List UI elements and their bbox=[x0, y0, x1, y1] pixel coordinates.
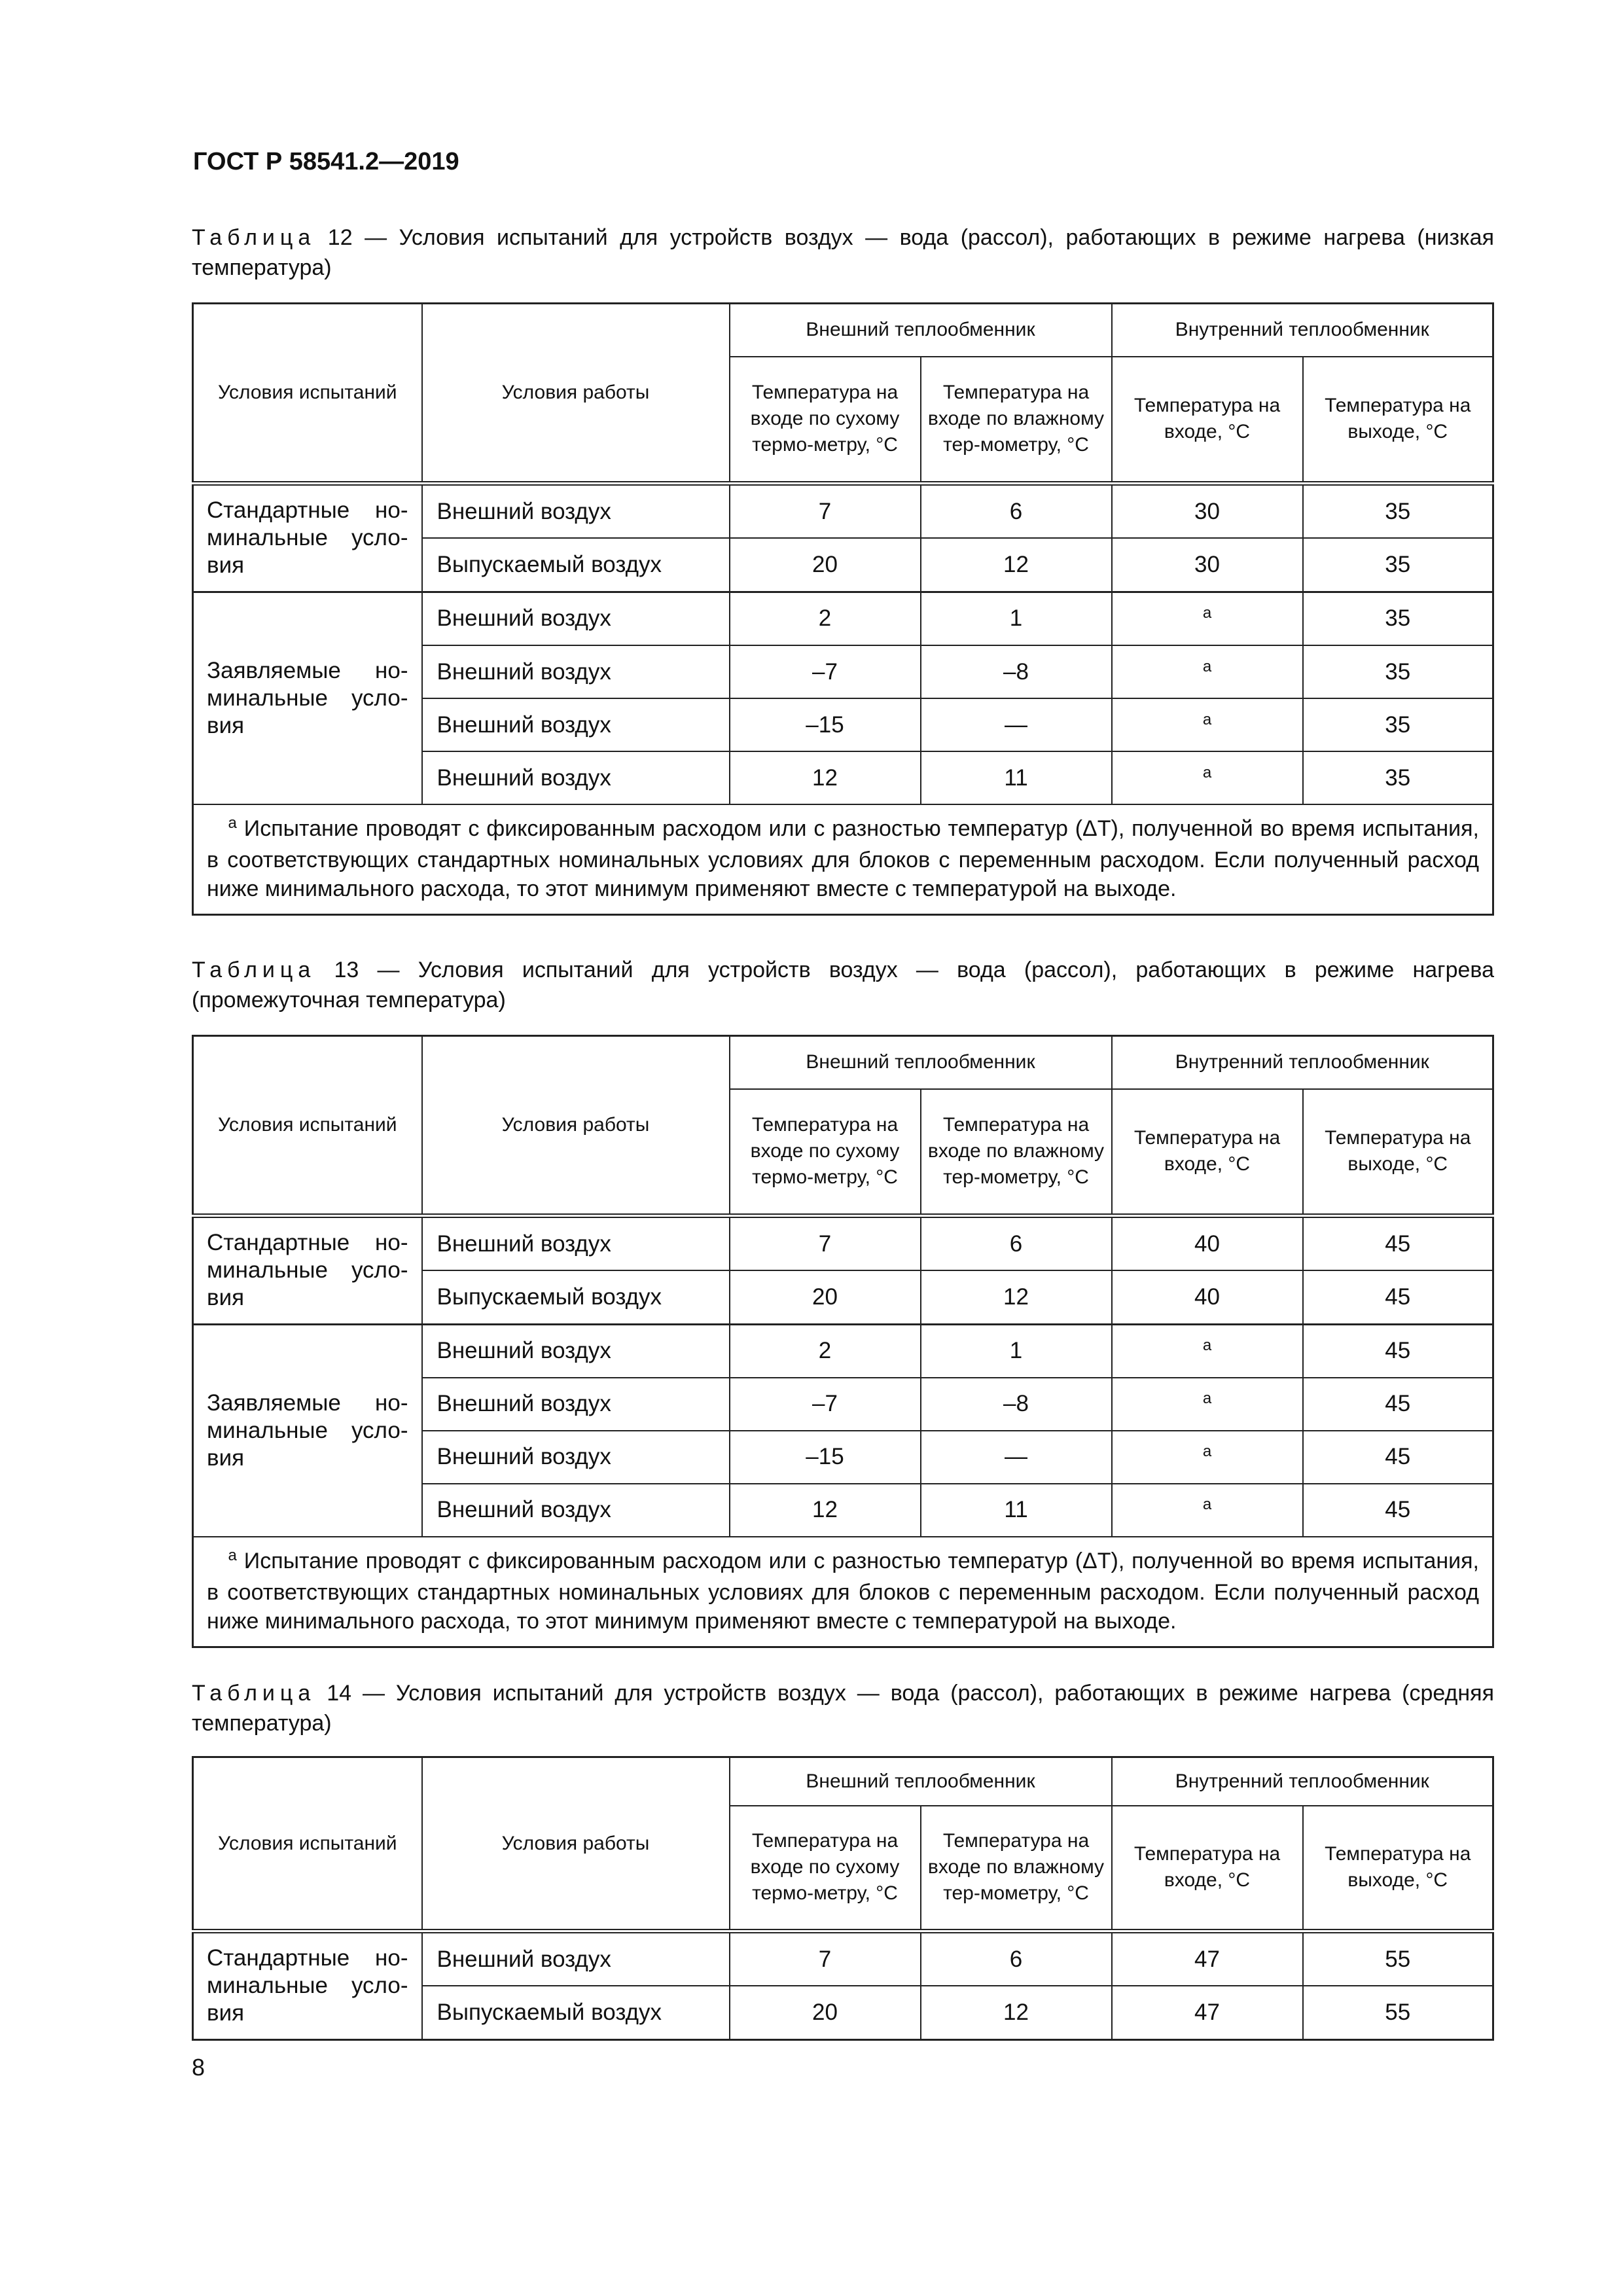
table-13-footnote bbox=[193, 1537, 1493, 1647]
inner-hx-header: Внутренний теплообменник bbox=[1112, 1036, 1493, 1089]
outer-hx-header: Внешний теплообменник bbox=[730, 1757, 1112, 1806]
footnote-ref: a bbox=[1202, 1496, 1212, 1513]
cell: 45 bbox=[1303, 1270, 1493, 1324]
declared-conditions-label: Заявляемые но-минальные усло-вия bbox=[193, 592, 422, 804]
cell: 6 bbox=[921, 1216, 1112, 1271]
outer-hx-header: Внешний теплообменник bbox=[730, 1036, 1112, 1089]
cell: –15 bbox=[730, 698, 921, 751]
cell: 11 bbox=[921, 1484, 1112, 1537]
standard-conditions-label: Стандартные но-минальные усло-вия bbox=[193, 1931, 422, 2040]
col-work-header: Условия работы bbox=[422, 1757, 730, 1931]
footnote-ref: a bbox=[1202, 1336, 1212, 1354]
dry-bulb-header: Температура на входе по сухому термо-метру, °C bbox=[730, 357, 921, 484]
col-conditions-header: Условия испытаний bbox=[193, 304, 422, 484]
inner-hx-header: Внутренний теплообменник bbox=[1112, 304, 1493, 357]
cell: 30 bbox=[1112, 538, 1303, 592]
dry-bulb-header: Температура на входе по сухому термо-метру, °C bbox=[730, 1806, 921, 1931]
cell: 20 bbox=[730, 1986, 921, 2039]
standard-conditions-label: Стандартные но-минальные усло-вия bbox=[193, 484, 422, 592]
footnote-text: Испытание проводят с фиксированным расходом или с разностью температур (ΔT), полученной во время испытания, в соответствующих стандартных номинальных условиях для блоков с переменным расходом. Если полученный расход ниже минимального расхода, то этот минимум применяют вместе с температурой на выходе. bbox=[207, 816, 1480, 901]
wet-bulb-header: Температура на входе по влажному тер-мометру, °C bbox=[921, 357, 1112, 484]
cell: 12 bbox=[730, 1484, 921, 1537]
cell: 12 bbox=[921, 538, 1112, 592]
col-work-header: Условия работы bbox=[422, 1036, 730, 1216]
cell: 47 bbox=[1112, 1931, 1303, 1986]
row-label: Выпускаемый воздух bbox=[422, 1986, 730, 2039]
footnote-text: Испытание проводят с фиксированным расходом или с разностью температур (ΔT), полученной во время испытания, в соответствующих стандартных номинальных условиях для блоков с переменным расходом. Если полученный расход ниже минимального расхода, то этот минимум применяют вместе с температурой на выходе. bbox=[207, 1548, 1480, 1634]
cell: 35 bbox=[1303, 751, 1493, 804]
declared-conditions-label: Заявляемые но-минальные усло-вия bbox=[193, 1324, 422, 1537]
cell: 1 bbox=[921, 1324, 1112, 1378]
table-word: Таблица bbox=[192, 225, 316, 250]
cell: 45 bbox=[1303, 1431, 1493, 1484]
footnote-ref: a bbox=[1202, 763, 1212, 781]
cell: 35 bbox=[1303, 538, 1493, 592]
wet-bulb-header: Температура на входе по влажному тер-мометру, °C bbox=[921, 1806, 1112, 1931]
row-label: Выпускаемый воздух bbox=[422, 1270, 730, 1324]
cell: –8 bbox=[921, 1378, 1112, 1431]
cell: 7 bbox=[730, 1931, 921, 1986]
cell: 47 bbox=[1112, 1986, 1303, 2039]
table-14 bbox=[192, 1756, 1494, 2041]
outlet-header: Температура на выходе, °C bbox=[1303, 1806, 1493, 1931]
cell: –7 bbox=[730, 1378, 921, 1431]
table-12-footnote bbox=[193, 804, 1493, 915]
col-conditions-header: Условия испытаний bbox=[193, 1757, 422, 1931]
row-label: Выпускаемый воздух bbox=[422, 538, 730, 592]
cell: 2 bbox=[730, 592, 921, 645]
row-label: Внешний воздух bbox=[422, 1216, 730, 1271]
cell: 35 bbox=[1303, 592, 1493, 645]
document-header: ГОСТ Р 58541.2—2019 bbox=[193, 148, 459, 175]
table-word: Таблица bbox=[192, 1681, 316, 1706]
footnote-mark: a bbox=[228, 814, 237, 832]
outlet-header: Температура на выходе, °C bbox=[1303, 1089, 1493, 1216]
cell: 55 bbox=[1303, 1931, 1493, 1986]
inlet-header: Температура на входе, °C bbox=[1112, 357, 1303, 484]
cell: — bbox=[921, 1431, 1112, 1484]
cell: 45 bbox=[1303, 1216, 1493, 1271]
row-label: Внешний воздух bbox=[422, 1484, 730, 1537]
cell: — bbox=[921, 698, 1112, 751]
table-12-title: 12 — Условия испытаний для устройств воздух — вода (рассол), работающих в режиме нагрева (низкая температура) bbox=[192, 225, 1495, 280]
cell: 20 bbox=[730, 1270, 921, 1324]
footnote-ref: a bbox=[1202, 604, 1212, 622]
row-label: Внешний воздух bbox=[422, 1324, 730, 1378]
cell: 7 bbox=[730, 484, 921, 539]
row-label: Внешний воздух bbox=[422, 751, 730, 804]
cell bbox=[1112, 592, 1303, 645]
cell: 45 bbox=[1303, 1484, 1493, 1537]
footnote-mark: a bbox=[228, 1546, 237, 1564]
footnote-ref: a bbox=[1202, 1390, 1212, 1407]
table-14-title: 14 — Условия испытаний для устройств воздух — вода (рассол), работающих в режиме нагрева (средняя температура) bbox=[192, 1681, 1494, 1736]
table-word: Таблица bbox=[192, 958, 316, 982]
cell: 1 bbox=[921, 592, 1112, 645]
inner-hx-header: Внутренний теплообменник bbox=[1112, 1757, 1493, 1806]
row-label: Внешний воздух bbox=[422, 592, 730, 645]
cell: 35 bbox=[1303, 645, 1493, 698]
row-label: Внешний воздух bbox=[422, 1378, 730, 1431]
dry-bulb-header: Температура на входе по сухому термо-метру, °C bbox=[730, 1089, 921, 1216]
footnote-ref: a bbox=[1202, 1443, 1212, 1460]
cell bbox=[1112, 1324, 1303, 1378]
cell bbox=[1112, 1431, 1303, 1484]
table-12 bbox=[192, 302, 1494, 916]
cell: 12 bbox=[921, 1986, 1112, 2039]
standard-conditions-label: Стандартные но-минальные усло-вия bbox=[193, 1216, 422, 1325]
page-number: 8 bbox=[192, 2054, 205, 2081]
row-label: Внешний воздух bbox=[422, 1931, 730, 1986]
cell bbox=[1112, 751, 1303, 804]
row-label: Внешний воздух bbox=[422, 698, 730, 751]
row-label: Внешний воздух bbox=[422, 1431, 730, 1484]
col-conditions-header: Условия испытаний bbox=[193, 1036, 422, 1216]
footnote-ref: a bbox=[1202, 657, 1212, 675]
outer-hx-header: Внешний теплообменник bbox=[730, 304, 1112, 357]
cell bbox=[1112, 645, 1303, 698]
cell: 7 bbox=[730, 1216, 921, 1271]
table-13-title: 13 — Условия испытаний для устройств воздух — вода (рассол), работающих в режиме нагрева (промежуточная температура) bbox=[192, 958, 1494, 1013]
cell: 55 bbox=[1303, 1986, 1493, 2039]
cell: 12 bbox=[730, 751, 921, 804]
cell: 2 bbox=[730, 1324, 921, 1378]
cell: 35 bbox=[1303, 484, 1493, 539]
wet-bulb-header: Температура на входе по влажному тер-мометру, °C bbox=[921, 1089, 1112, 1216]
outlet-header: Температура на выходе, °C bbox=[1303, 357, 1493, 484]
table-13 bbox=[192, 1035, 1494, 1648]
cell: –7 bbox=[730, 645, 921, 698]
cell: 30 bbox=[1112, 484, 1303, 539]
inlet-header: Температура на входе, °C bbox=[1112, 1806, 1303, 1931]
row-label: Внешний воздух bbox=[422, 484, 730, 539]
cell: 35 bbox=[1303, 698, 1493, 751]
col-work-header: Условия работы bbox=[422, 304, 730, 484]
table-12-caption bbox=[192, 223, 1494, 283]
cell: 6 bbox=[921, 484, 1112, 539]
cell: 20 bbox=[730, 538, 921, 592]
cell: 11 bbox=[921, 751, 1112, 804]
cell bbox=[1112, 1378, 1303, 1431]
cell: 12 bbox=[921, 1270, 1112, 1324]
cell: 40 bbox=[1112, 1216, 1303, 1271]
inlet-header: Температура на входе, °C bbox=[1112, 1089, 1303, 1216]
cell: 45 bbox=[1303, 1378, 1493, 1431]
cell: –15 bbox=[730, 1431, 921, 1484]
row-label: Внешний воздух bbox=[422, 645, 730, 698]
cell: 40 bbox=[1112, 1270, 1303, 1324]
table-13-caption bbox=[192, 955, 1494, 1015]
cell: 45 bbox=[1303, 1324, 1493, 1378]
footnote-ref: a bbox=[1202, 710, 1212, 728]
cell: 6 bbox=[921, 1931, 1112, 1986]
cell bbox=[1112, 698, 1303, 751]
cell bbox=[1112, 1484, 1303, 1537]
cell: –8 bbox=[921, 645, 1112, 698]
table-14-caption bbox=[192, 1678, 1494, 1738]
